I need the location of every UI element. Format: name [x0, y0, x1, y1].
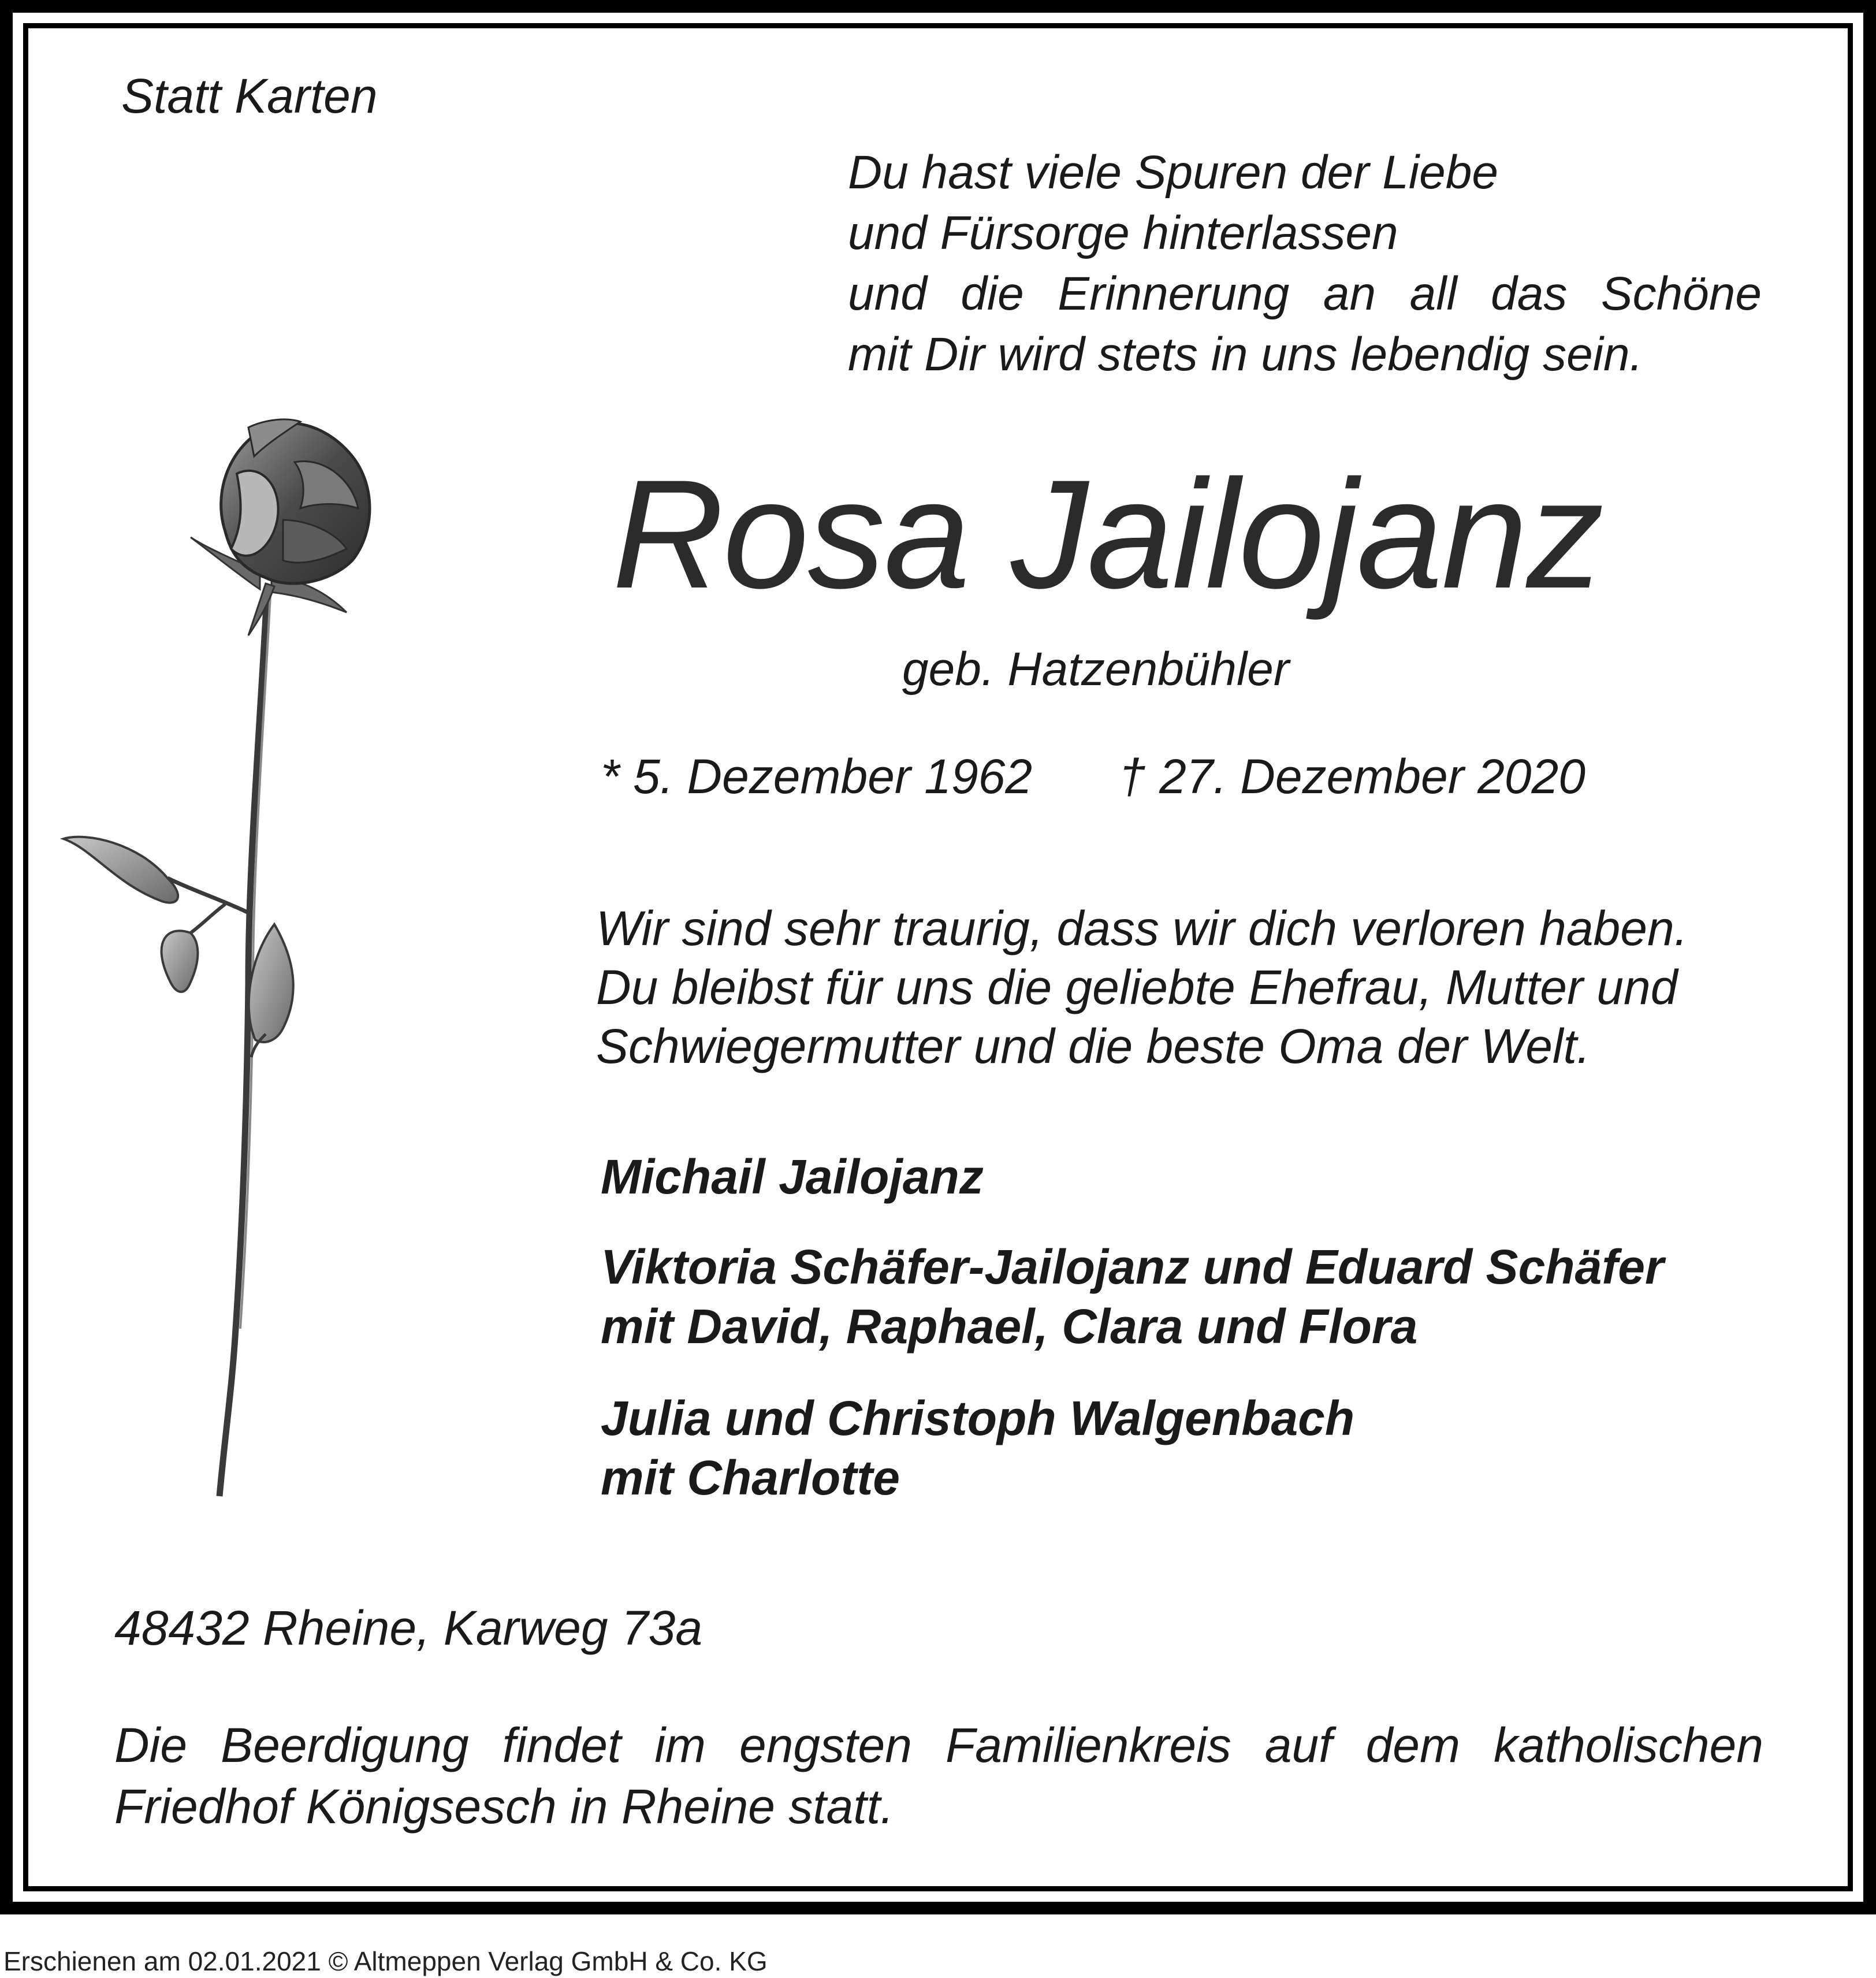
message-line-3: Schwiegermutter und die beste Oma der Welt.	[596, 1019, 1591, 1073]
verse-line-1: Du hast viele Spuren der Liebe	[848, 146, 1498, 199]
verse-line-3: und die Erinnerung an all das Schöne	[848, 267, 1762, 320]
message-block	[596, 899, 1688, 1076]
verse-block	[848, 142, 1762, 385]
family-group-1	[601, 1147, 984, 1207]
death-date: † 27. Dezember 2020	[1119, 749, 1585, 804]
deceased-name: Rosa Jailojanz	[612, 447, 1603, 620]
family-line: Julia und Christoph Walgenbach	[601, 1391, 1355, 1445]
family-line: Michail Jailojanz	[601, 1150, 984, 1204]
family-group-2	[601, 1237, 1664, 1356]
rose-icon	[52, 404, 410, 1502]
publication-footer: Erschienen am 02.01.2021 © Altmeppen Verlag GmbH & Co. KG	[3, 1946, 768, 1976]
life-dates	[601, 749, 1585, 805]
burial-line-2: Friedhof Königsesch in Rheine statt.	[114, 1779, 894, 1834]
statt-karten-label: Statt Karten	[121, 69, 378, 123]
verse-line-4: mit Dir wird stets in uns lebendig sein.	[848, 328, 1643, 381]
message-line-2: Du bleibst für uns die geliebte Ehefrau, Mutter und	[596, 960, 1678, 1014]
message-line-1: Wir sind sehr traurig, dass wir dich verloren haben.	[596, 901, 1688, 955]
address: 48432 Rheine, Karweg 73a	[114, 1601, 703, 1655]
family-line: mit David, Raphael, Clara und Flora	[601, 1299, 1418, 1354]
burial-notice	[114, 1715, 1763, 1837]
maiden-name: geb. Hatzenbühler	[902, 643, 1290, 696]
family-line: mit Charlotte	[601, 1451, 900, 1505]
family-line: Viktoria Schäfer-Jailojanz und Eduard Schäfer	[601, 1240, 1664, 1294]
family-group-3	[601, 1389, 1354, 1508]
burial-line-1: Die Beerdigung findet im engsten Familienkreis auf dem katholischen	[114, 1718, 1763, 1772]
verse-line-2: und Fürsorge hinterlassen	[848, 207, 1398, 259]
birth-date: * 5. Dezember 1962	[601, 749, 1033, 804]
